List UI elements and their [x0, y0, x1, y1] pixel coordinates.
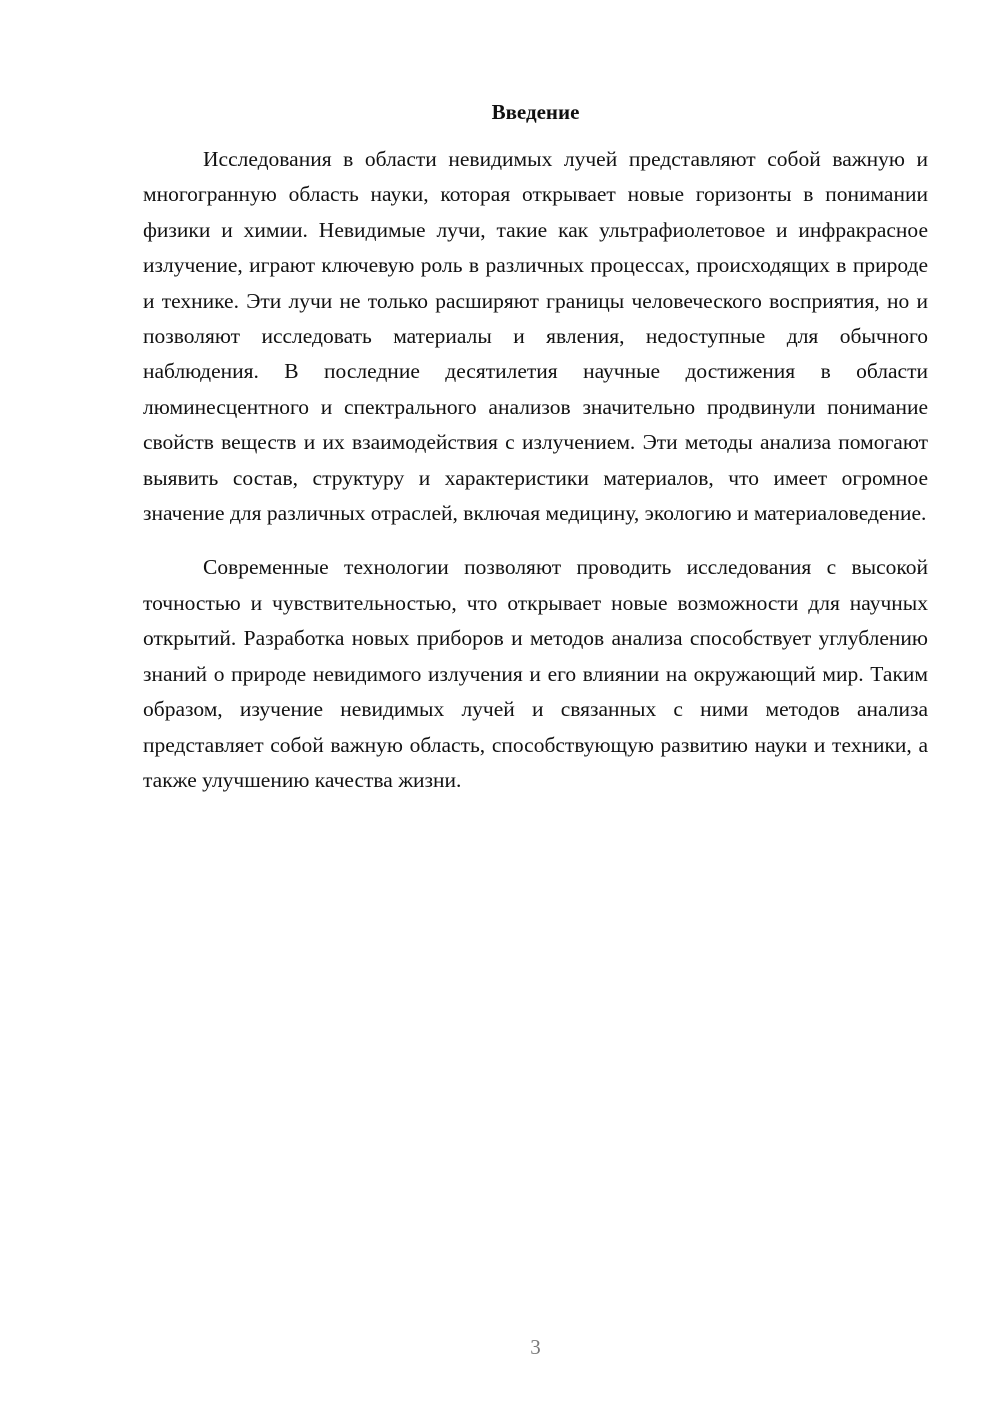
paragraph-2: Современные технологии позволяют проводить исследования с высокой точностью и чувствительностью, что открывает новые возможности для научных открытий. Разработка новых приборов и методов анализа способствует углублению знаний о природе невидимого излучения и его влиянии на окружающий мир. Таким образом, изучение невидимых лучей и связанных с ними методов анализа представляет собой важную область, способствующую развитию науки и техники, а также улучшению качества жизни. — [143, 555, 928, 792]
body-text — [143, 142, 928, 798]
page-number: 3 — [530, 1335, 541, 1359]
page-title: Введение — [491, 100, 580, 124]
paragraph-1: Исследования в области невидимых лучей представляют собой важную и многогранную область науки, которая открывает новые горизонты в понимании физики и химии. Невидимые лучи, такие как ультрафиолетовое и инфракрасное излучение, играют ключевую роль в различных процессах, происходящих в природе и технике. Эти лучи не только расширяют границы человеческого восприятия, но и позволяют исследовать материалы и явления, недоступные для обычного наблюдения. В последние десятилетия научные достижения в области люминесцентного и спектрального анализов значительно продвинули понимание свойств веществ и их взаимодействия с излучением. Эти методы анализа помогают выявить состав, структуру и характеристики материалов, что имеет огромное значение для различных отраслей, включая медицину, экологию и материаловедение. — [143, 147, 928, 526]
